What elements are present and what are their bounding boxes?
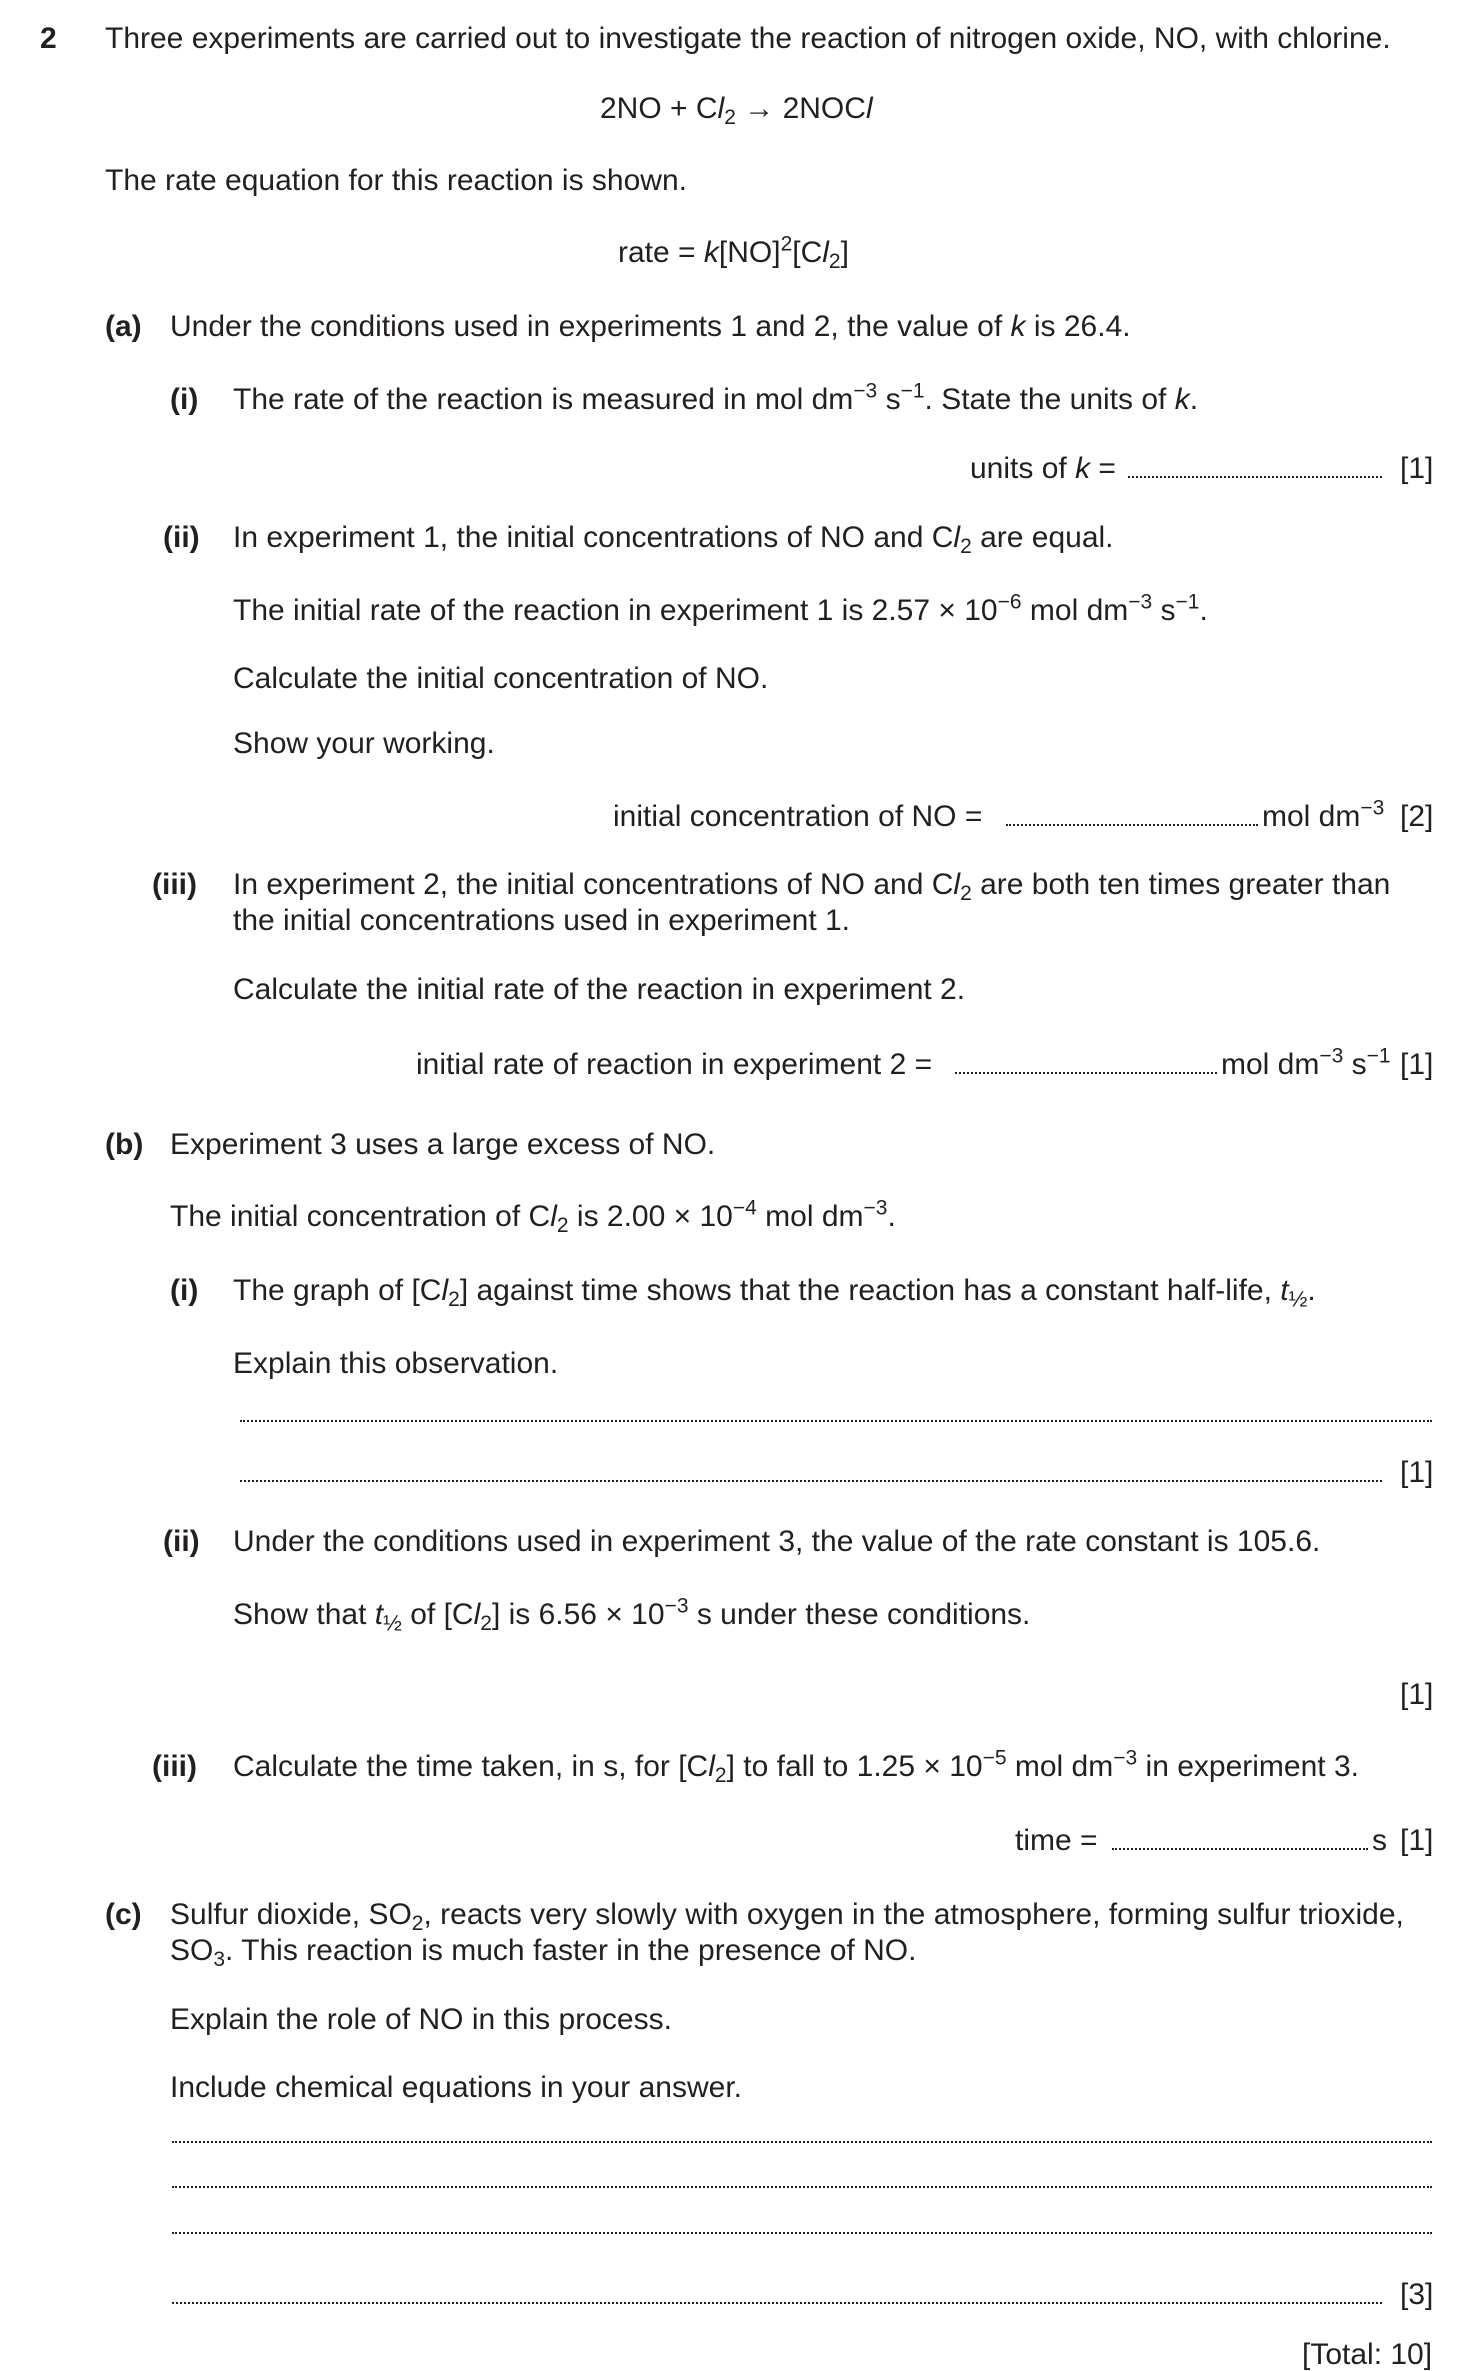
part-a-ii-unit: mol $dm^{-3}$ — [1262, 796, 1385, 833]
part-b-i-line1: The graph of $[Cl_2]$ against time shows that the reaction has a constant half-life, $t_{\frac{1}{2}}$. — [233, 1274, 1316, 1312]
part-b-iii-line1: Calculate the time taken, in s, for $[Cl_2]$ to fall to $1.25 \times 10^{-5}$ mol $dm^{-3}$ in experiment 3. — [233, 1746, 1359, 1787]
part-a-ii-answer-line[interactable] — [1006, 824, 1258, 826]
part-a-ii-line1: In experiment 1, the initial concentrations of NO and $Cl_2$ are equal. — [233, 521, 1114, 558]
part-b-i-line2: Explain this observation. — [233, 1347, 559, 1380]
part-c-answer-line-4[interactable] — [172, 2302, 1382, 2304]
part-b-i-label: (i) — [170, 1274, 199, 1307]
part-a-i-text: The rate of the reaction is measured in mol $dm^{-3}$ $s^{-1}$. State the units of k. — [233, 379, 1199, 416]
part-b-i-answer-line-1[interactable] — [240, 1420, 1432, 1422]
part-c-answer-line-2[interactable] — [172, 2186, 1432, 2188]
part-c-line4: Include chemical equations in your answer. — [170, 2071, 742, 2104]
part-c-answer-line-3[interactable] — [172, 2232, 1432, 2234]
part-b-i-answer-line-2[interactable] — [240, 1480, 1382, 1482]
part-a-i-answer-line[interactable] — [1128, 476, 1382, 478]
part-a-ii-answer-label: initial concentration of NO = — [613, 800, 983, 833]
part-b-ii-line1: Under the conditions used in experiment 3, the value of the rate constant is 105.6. — [233, 1525, 1321, 1558]
part-c-line3: Explain the role of NO in this process. — [170, 2003, 672, 2036]
part-b-line1: Experiment 3 uses a large excess of NO. — [170, 1128, 716, 1161]
reaction-equation: $2NO + Cl_2$ → 2NOCl — [600, 92, 873, 129]
part-a-ii-label: (ii) — [163, 521, 200, 554]
part-b-line2: The initial concentration of $Cl_2$ is $2.00 \times 10^{-4}$ mol $dm^{-3}$. — [170, 1196, 896, 1237]
part-b-ii-marks: [1] — [1400, 1678, 1434, 1711]
part-c-marks: [3] — [1400, 2278, 1434, 2311]
part-c-label: (c) — [105, 1898, 142, 1931]
part-b-i-marks: [1] — [1400, 1456, 1434, 1489]
part-a-stem: Under the conditions used in experiments 1 and 2, the value of k is 26.4. — [170, 310, 1131, 343]
question-intro: Three experiments are carried out to investigate the reaction of nitrogen oxide, NO, with chlorine. — [105, 22, 1391, 55]
part-b-ii-line2: Show that $t_{\frac{1}{2}}$ of $[Cl_2]$ is $6.56 \times 10^{-3}$ s under these conditions. — [233, 1594, 1031, 1636]
part-c-answer-line-1[interactable] — [172, 2141, 1432, 2143]
part-a-iii-line2: the initial concentrations used in experiment 1. — [233, 904, 851, 937]
part-a-iii-line1: In experiment 2, the initial concentrations of NO and $Cl_2$ are both ten times greater than — [233, 868, 1391, 905]
part-c-line2: $SO_3$. This reaction is much faster in the presence of NO. — [170, 1934, 917, 1971]
part-c-line1: Sulfur dioxide, $SO_2$, reacts very slowly with oxygen in the atmosphere, forming sulfur trioxide, — [170, 1898, 1404, 1935]
part-b-ii-label: (ii) — [163, 1525, 200, 1558]
part-a-i-answer-label: units of k = — [970, 452, 1116, 485]
rate-equation: rate = $k[NO]^2[Cl_2]$ — [618, 232, 849, 273]
part-a-iii-unit: mol $dm^{-3}$ $s^{-1}$ — [1221, 1044, 1391, 1081]
question-number: 2 — [40, 22, 57, 55]
part-a-i-marks: [1] — [1400, 452, 1434, 485]
part-b-iii-answer-line[interactable] — [1112, 1848, 1368, 1850]
part-a-iii-marks: [1] — [1400, 1048, 1434, 1081]
part-b-iii-unit: s — [1372, 1824, 1387, 1857]
part-a-i-label: (i) — [170, 383, 199, 416]
total-marks: [Total: 10] — [1302, 2338, 1433, 2371]
part-b-label: (b) — [105, 1128, 144, 1161]
part-b-iii-label: (iii) — [152, 1750, 197, 1783]
part-b-iii-answer-label: time = — [1015, 1824, 1098, 1857]
part-a-label: (a) — [105, 310, 142, 343]
part-a-ii-line4: Show your working. — [233, 727, 495, 760]
part-a-ii-line2: The initial rate of the reaction in experiment 1 is $2.57 \times 10^{-6}$ mol $dm^{-3}$ $s^{-1}$. — [233, 590, 1208, 627]
part-b-iii-marks: [1] — [1400, 1824, 1434, 1857]
part-a-ii-line3: Calculate the initial concentration of NO. — [233, 662, 769, 695]
part-a-ii-marks: [2] — [1400, 800, 1434, 833]
part-a-iii-answer-label: initial rate of reaction in experiment 2 = — [416, 1048, 933, 1081]
rate-equation-intro: The rate equation for this reaction is shown. — [105, 164, 687, 197]
part-a-iii-label: (iii) — [152, 868, 197, 901]
part-a-iii-line3: Calculate the initial rate of the reaction in experiment 2. — [233, 973, 966, 1006]
part-a-iii-answer-line[interactable] — [955, 1072, 1217, 1074]
